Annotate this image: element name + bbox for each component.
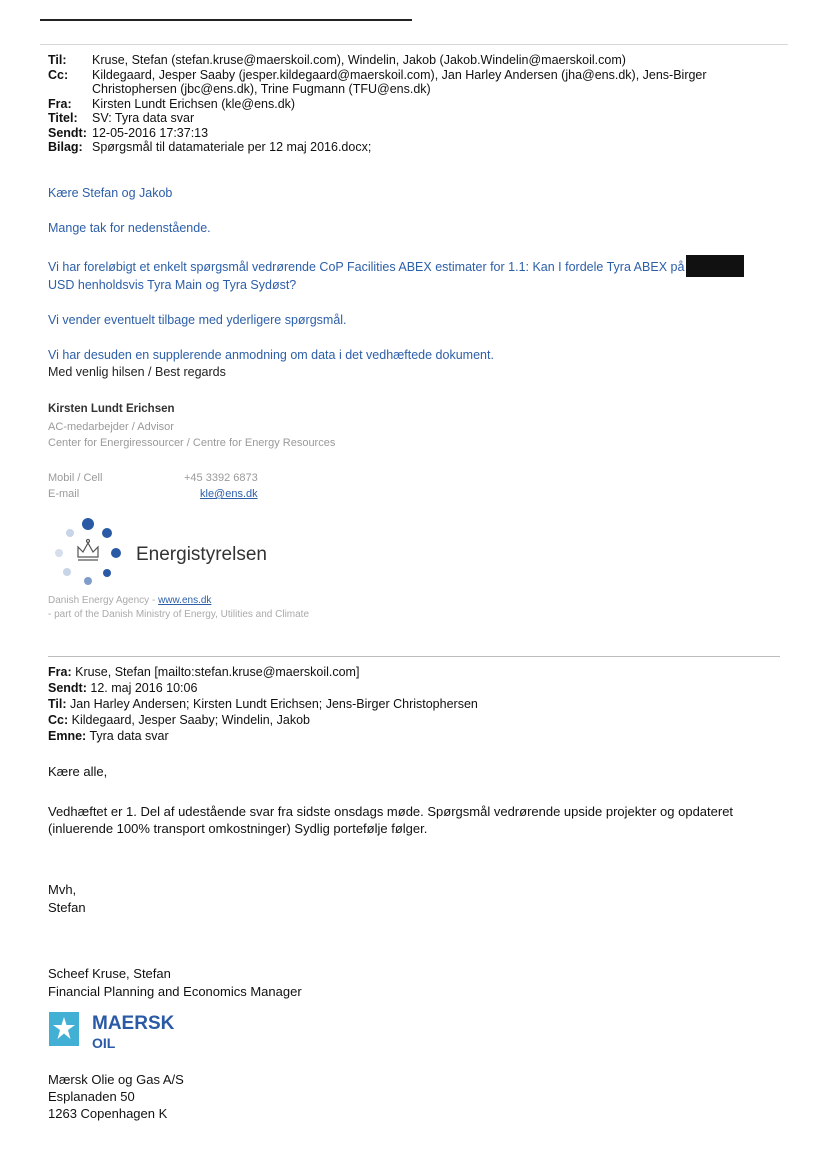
- message-separator: [48, 656, 780, 657]
- company-street: Esplanaden 50: [48, 1089, 135, 1104]
- orig-from-label: Fra:: [48, 665, 72, 679]
- orig-sent-value: 12. maj 2016 10:06: [90, 681, 198, 695]
- agency-block: [48, 594, 309, 622]
- reply-body: [48, 185, 788, 364]
- email-link[interactable]: kle@ens.dk: [200, 488, 258, 500]
- header-attachment-row: [48, 140, 788, 155]
- mobile-label: Mobil / Cell: [48, 472, 103, 484]
- original-header: [48, 664, 478, 744]
- orig-sent-row: [48, 680, 478, 696]
- title-value: SV: Tyra data svar: [92, 111, 195, 125]
- orig-from-value: Kruse, Stefan [mailto:stefan.kruse@maerskoil.com]: [75, 665, 360, 679]
- reply-thanks: Mange tak for nedenstående.: [48, 221, 211, 235]
- maersk-oil-logo-icon: [48, 1011, 218, 1051]
- orig-to-value: Jan Harley Andersen; Kirsten Lundt Erichsen; Jens-Birger Christophersen: [70, 697, 478, 711]
- contact-block: [48, 470, 258, 502]
- orig-subject-row: [48, 728, 478, 744]
- header-sent-row: [48, 126, 788, 141]
- reply-follow-up: Vi vender eventuelt tilbage med yderligere spørgsmål.: [48, 313, 347, 327]
- orig-cc-label: Cc:: [48, 713, 69, 727]
- orig-to-label: Til:: [48, 697, 67, 711]
- email-label: E-mail: [48, 488, 80, 500]
- signature-name: Kirsten Lundt Erichsen: [48, 403, 175, 415]
- closing: [48, 881, 86, 917]
- signature-block: [48, 403, 335, 451]
- agency-link[interactable]: www.ens.dk: [158, 595, 212, 606]
- reply-question-cont: USD henholdsvis Tyra Main og Tyra Sydøst?: [48, 278, 297, 292]
- header-title-row: [48, 111, 788, 126]
- reply-question: [48, 255, 788, 294]
- email-row: [48, 486, 258, 502]
- from-value: Kirsten Lundt Erichsen (kle@ens.dk): [92, 96, 296, 111]
- redaction-box: [686, 255, 744, 277]
- orig-message: Vedhæftet er 1. Del af udestående svar fra sidste onsdags møde. Spørgsmål vedrørende upside projekter og opdateret (inluerende 100% transport omkostninger) Sydlig portefølje følger.: [48, 804, 734, 836]
- email-header: [48, 53, 788, 155]
- reply-additional: Vi har desuden en supplerende anmodning om data i det vedhæftede dokument.: [48, 348, 494, 362]
- maersk-oil-word: OIL: [92, 1035, 116, 1051]
- header-cc-row: [48, 68, 788, 97]
- company-city: 1263 Copenhagen K: [48, 1106, 168, 1121]
- orig-subject-label: Emne:: [48, 729, 87, 743]
- company-name: Mærsk Olie og Gas A/S: [48, 1072, 184, 1087]
- orig-subject-value: Tyra data svar: [89, 729, 169, 743]
- company-address: [48, 1071, 184, 1122]
- original-body: [48, 763, 788, 837]
- header-divider: [40, 44, 788, 45]
- header-to-row: [48, 53, 788, 68]
- agency-line: [48, 594, 309, 608]
- cc-label: Cc:: [48, 67, 69, 82]
- sender-title: Financial Planning and Economics Manager: [48, 984, 302, 999]
- ministry-line: - part of the Danish Ministry of Energy, Utilities and Climate: [48, 609, 310, 620]
- signature-center: Center for Energiressourcer / Centre for Energy Resources: [48, 437, 336, 449]
- closing-name: Stefan: [48, 900, 86, 915]
- title-label: Titel:: [48, 111, 78, 125]
- from-label: Fra:: [48, 96, 72, 111]
- mobile-row: [48, 470, 258, 486]
- agency-name: Danish Energy Agency -: [48, 595, 156, 606]
- orig-greeting: Kære alle,: [48, 764, 108, 779]
- top-rule: [40, 19, 412, 21]
- sent-label: Sendt:: [48, 125, 87, 140]
- attachment-label: Bilag:: [48, 140, 83, 154]
- orig-from-row: [48, 664, 478, 680]
- header-from-row: [48, 97, 788, 112]
- mobile-value: +45 3392 6873: [184, 472, 258, 484]
- sender-signature: [48, 965, 302, 1001]
- energistyrelsen-wordmark: Energistyrelsen: [136, 544, 267, 565]
- regards-line: Med venlig hilsen / Best regards: [48, 365, 226, 379]
- reply-question-text: Vi har foreløbigt et enkelt spørgsmål vedrørende CoP Facilities ABEX estimater for 1.1: Kan I fordele Tyra ABEX på: [48, 260, 685, 274]
- orig-sent-label: Sendt:: [48, 681, 87, 695]
- cc-value: Kildegaard, Jesper Saaby (jesper.kildegaard@maerskoil.com), Jan Harley Andersen (jha@ens.dk), Jens-Birger Christophersen (jbc@ens.dk), Trine Fugmann (TFU@ens.dk): [92, 67, 707, 96]
- attachment-value[interactable]: Spørgsmål til datamateriale per 12 maj 2016.docx;: [92, 140, 372, 154]
- to-value: Kruse, Stefan (stefan.kruse@maerskoil.com), Windelin, Jakob (Jakob.Windelin@maerskoil.com): [92, 53, 626, 67]
- orig-cc-row: [48, 712, 478, 728]
- orig-to-row: [48, 696, 478, 712]
- maersk-wordmark: MAERSK: [92, 1013, 175, 1034]
- reply-greeting: Kære Stefan og Jakob: [48, 186, 173, 200]
- closing-mvh: Mvh,: [48, 882, 77, 897]
- sent-value: 12-05-2016 17:37:13: [92, 125, 209, 140]
- signature-title: AC-medarbejder / Advisor: [48, 421, 174, 433]
- to-label: Til:: [48, 53, 67, 67]
- sender-name: Scheef Kruse, Stefan: [48, 966, 171, 981]
- orig-cc-value: Kildegaard, Jesper Saaby; Windelin, Jakob: [71, 713, 310, 727]
